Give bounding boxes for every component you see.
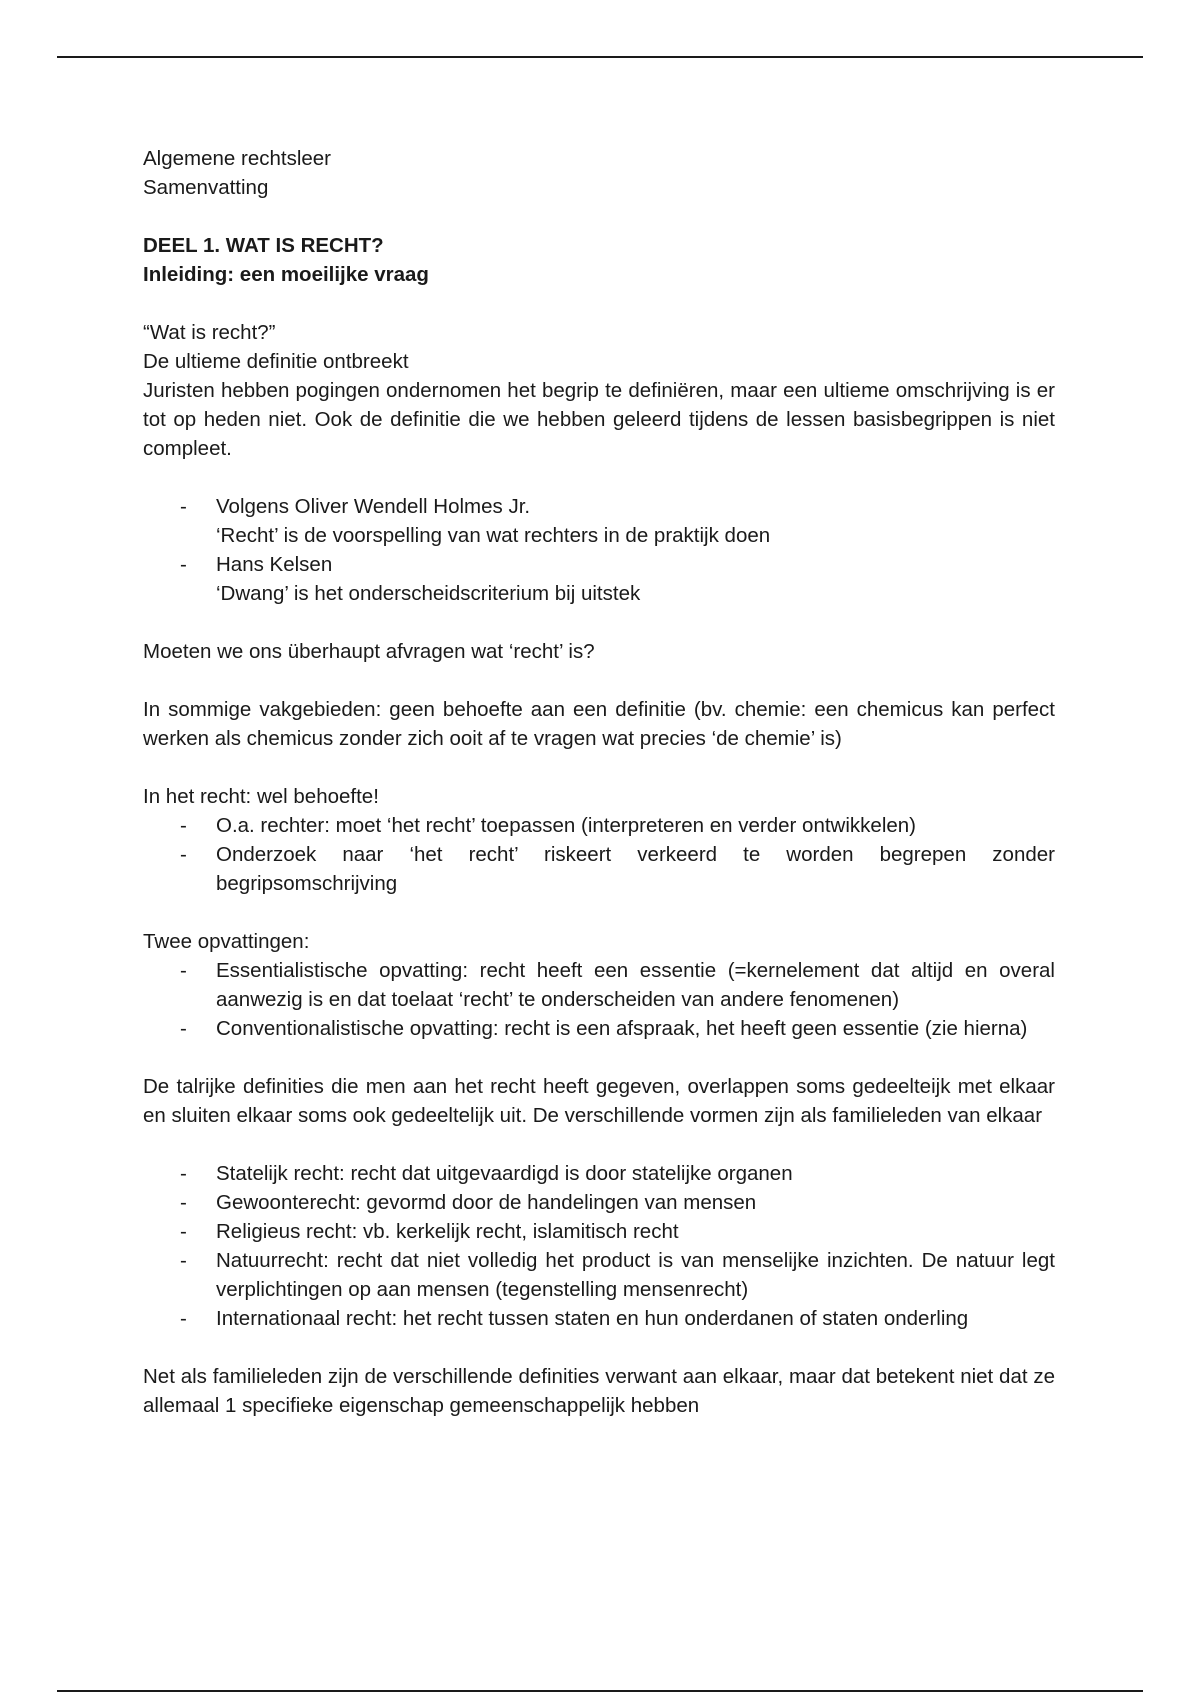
law-need-heading: In het recht: wel behoefte!	[143, 785, 379, 808]
law-types-list	[143, 1159, 1055, 1333]
author-name: Volgens Oliver Wendell Holmes Jr.	[216, 495, 531, 518]
list-item-text: Statelijk recht: recht dat uitgevaardigd is door statelijke organen	[216, 1162, 793, 1185]
course-title: Algemene rechtsleer	[143, 147, 332, 170]
list-item	[143, 1304, 1055, 1333]
bullet-dash: -	[180, 1017, 187, 1040]
list-item	[143, 840, 1055, 898]
list-item-text: O.a. rechter: moet ‘het recht’ toepassen (interpreteren en verder ontwikkelen)	[216, 814, 917, 837]
part-heading: DEEL 1. WAT IS RECHT?	[143, 234, 384, 257]
list-item	[143, 956, 1055, 1014]
bullet-dash: -	[180, 1191, 187, 1214]
list-item	[143, 1014, 1055, 1043]
document-body	[143, 144, 1055, 1420]
intro-statement: De ultieme definitie ontbreekt	[143, 350, 409, 373]
authors-list	[143, 492, 1055, 608]
header-rule	[57, 56, 1143, 58]
document-type: Samenvatting	[143, 176, 269, 199]
intro-question: “Wat is recht?”	[143, 321, 276, 344]
views-list	[143, 956, 1055, 1043]
definitions-paragraph: De talrijke definities die men aan het recht heeft gegeven, overlappen soms gedeelteijk met elkaar en sluiten elkaar soms ook gedeeltelijk uit. De verschillende vormen zijn als familieleden van elkaar	[143, 1075, 1055, 1127]
list-item	[143, 811, 1055, 840]
bullet-dash: -	[180, 1220, 187, 1243]
bullet-dash: -	[180, 1249, 187, 1272]
intro-paragraph: Juristen hebben pogingen ondernomen het begrip te definiëren, maar een ultieme omschrijving is er tot op heden niet. Ook de definitie die we hebben geleerd tijdens de lessen basisbegrippen is niet compleet.	[143, 379, 1055, 460]
bullet-dash: -	[180, 814, 187, 837]
bullet-dash: -	[180, 959, 187, 982]
bullet-dash: -	[180, 1162, 187, 1185]
views-heading: Twee opvattingen:	[143, 930, 310, 953]
list-item-text: Natuurrecht: recht dat niet volledig het product is van menselijke inzichten. De natuur legt verplichtingen op aan mensen (tegenstelling mensenrecht)	[216, 1249, 1055, 1301]
list-item-text: Conventionalistische opvatting: recht is een afspraak, het heeft geen essentie (zie hierna)	[216, 1017, 1028, 1040]
list-item-text: Internationaal recht: het recht tussen staten en hun onderdanen of staten onderling	[216, 1307, 969, 1330]
bullet-dash: -	[180, 553, 187, 576]
list-item-text: Essentialistische opvatting: recht heeft een essentie (=kernelement dat altijd en overal aanwezig is en dat toelaat ‘recht’ te onderscheiden van andere fenomenen)	[216, 959, 1055, 1011]
list-item-text: Religieus recht: vb. kerkelijk recht, islamitisch recht	[216, 1220, 679, 1243]
section-heading: Inleiding: een moeilijke vraag	[143, 263, 429, 286]
list-item-text: Onderzoek naar ‘het recht’ riskeert verkeerd te worden begrepen zonder begripsomschrijving	[216, 843, 1055, 895]
author-name: Hans Kelsen	[216, 553, 333, 576]
list-item	[143, 1159, 1055, 1188]
list-item	[143, 550, 1055, 608]
bullet-dash: -	[180, 495, 187, 518]
question-paragraph: Moeten we ons überhaupt afvragen wat ‘recht’ is?	[143, 640, 595, 663]
conclusion-paragraph: Net als familieleden zijn de verschillende definities verwant aan elkaar, maar dat betekent niet dat ze allemaal 1 specifieke eigenschap gemeenschappelijk hebben	[143, 1365, 1055, 1417]
fields-paragraph: In sommige vakgebieden: geen behoefte aan een definitie (bv. chemie: een chemicus kan perfect werken als chemicus zonder zich ooit af te vragen wat precies ‘de chemie’ is)	[143, 698, 1055, 750]
list-item	[143, 1217, 1055, 1246]
footer-rule	[57, 1690, 1143, 1692]
law-need-list	[143, 811, 1055, 898]
list-item-text: Gewoonterecht: gevormd door de handelingen van mensen	[216, 1191, 757, 1214]
list-item	[143, 492, 1055, 550]
list-item	[143, 1188, 1055, 1217]
author-note: ‘Dwang’ is het onderscheidscriterium bij uitstek	[216, 582, 641, 605]
list-item	[143, 1246, 1055, 1304]
bullet-dash: -	[180, 1307, 187, 1330]
author-note: ‘Recht’ is de voorspelling van wat rechters in de praktijk doen	[216, 524, 771, 547]
bullet-dash: -	[180, 843, 187, 866]
